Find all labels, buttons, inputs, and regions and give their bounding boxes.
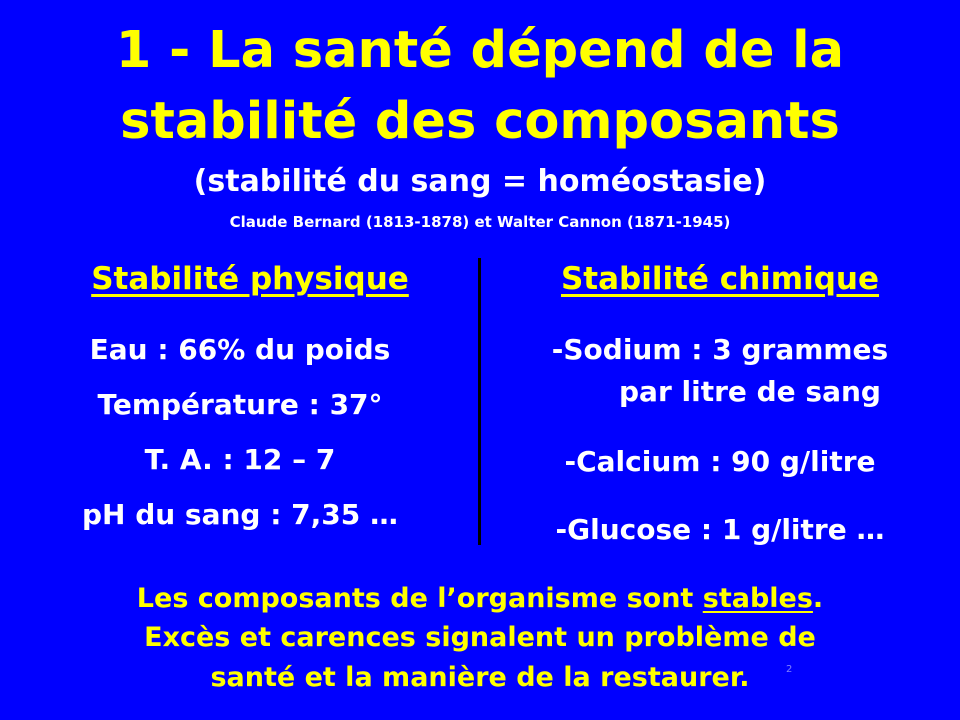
- conclusion-line-2: Excès et carences signalent un problème de: [144, 622, 816, 653]
- physical-item-water: Eau : 66% du poids: [89, 333, 391, 366]
- chemical-item-sodium-continued: par litre de sang: [619, 375, 881, 408]
- chemical-item-calcium: -Calcium : 90 g/litre: [564, 445, 876, 478]
- conclusion-emphasis-stables: stables: [702, 583, 813, 614]
- slide-title-line-1: 1 - La santé dépend de la: [115, 21, 845, 80]
- conclusion-line-1-end: .: [812, 583, 824, 614]
- physical-item-temperature: Température : 37°: [97, 388, 383, 421]
- chemical-item-glucose: -Glucose : 1 g/litre …: [555, 513, 885, 546]
- physical-item-blood-ph: pH du sang : 7,35 …: [81, 498, 398, 531]
- conclusion-line-1: [0, 581, 960, 617]
- conclusion-line-1-start: Les composants de l’organisme sont: [136, 583, 703, 614]
- conclusion-line-3: santé et la manière de la restaurer.: [210, 662, 750, 693]
- physical-stability-heading: Stabilité physique: [91, 261, 409, 297]
- physical-item-blood-pressure: T. A. : 12 – 7: [144, 443, 336, 476]
- chemical-stability-heading: Stabilité chimique: [560, 261, 880, 297]
- slide-subtitle: (stabilité du sang = homéostasie): [193, 164, 767, 199]
- slide-title-line-2: stabilité des composants: [120, 92, 840, 151]
- slide-credit: Claude Bernard (1813-1878) et Walter Cannon (1871-1945): [229, 213, 731, 231]
- chemical-item-sodium: -Sodium : 3 grammes: [551, 333, 889, 366]
- slide-number: 2: [786, 664, 793, 675]
- column-divider: [478, 258, 481, 545]
